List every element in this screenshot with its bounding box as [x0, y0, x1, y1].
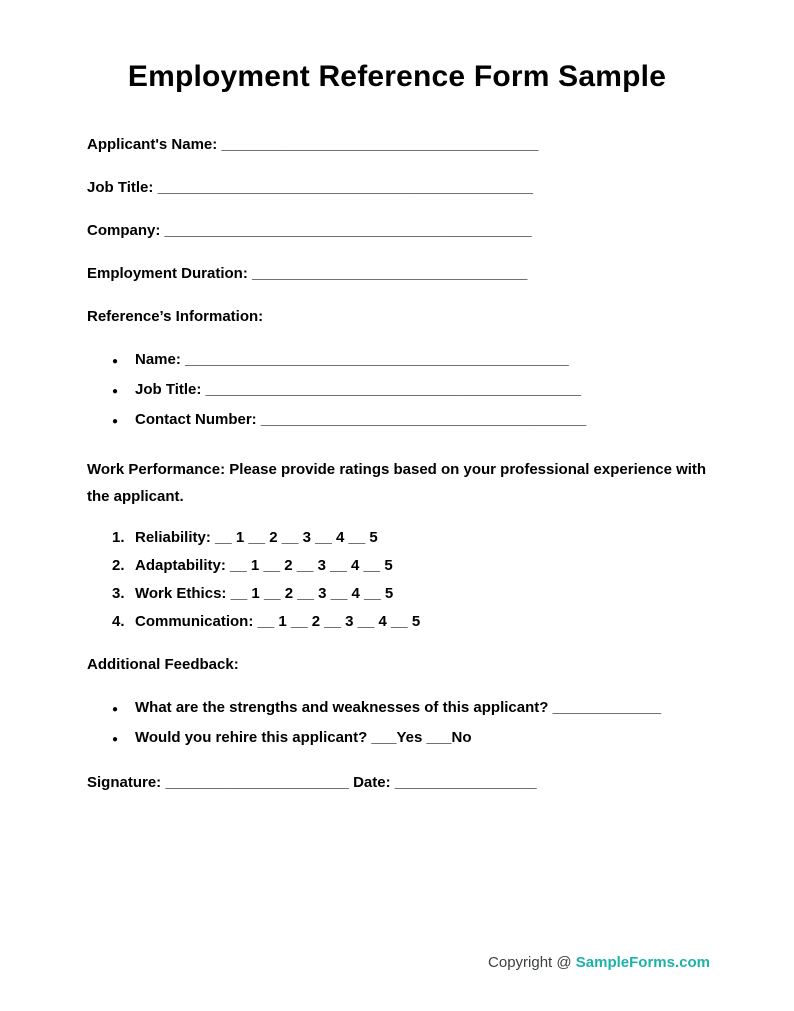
reliability-label: Reliability:: [135, 529, 211, 546]
job-title-blank-line: _____________________________________________: [157, 179, 533, 196]
signature-date-row: [87, 774, 707, 791]
communication-label: Communication:: [135, 613, 254, 630]
reference-contact-number-blank-line: _______________________________________: [260, 411, 587, 428]
rating-item-reliability: [112, 529, 707, 546]
field-job-title: [87, 179, 707, 196]
list-item-strengths-weaknesses: [112, 699, 707, 718]
date-label: Date:: [353, 774, 391, 791]
reference-job-title-label: Job Title:: [135, 381, 202, 398]
copyright-text: Copyright @: [488, 954, 572, 971]
list-number: 2.: [112, 557, 125, 574]
strengths-weaknesses-label: What are the strengths and weaknesses of this applicant?: [135, 699, 549, 716]
list-item-reference-contact-number: [112, 411, 707, 430]
bullet-icon: ●: [112, 416, 119, 427]
additional-feedback-heading: Additional Feedback:: [87, 656, 239, 673]
reference-name-label: Name:: [135, 351, 181, 368]
page-title: Employment Reference Form Sample: [127, 60, 667, 93]
field-company: [87, 222, 707, 239]
applicant-name-blank-line: ______________________________________: [221, 136, 539, 153]
job-title-label: Job Title:: [87, 179, 154, 196]
company-blank-line: ____________________________________________: [164, 222, 532, 239]
reference-info-heading: Reference’s Information:: [87, 308, 264, 325]
work-ethics-label: Work Ethics:: [135, 585, 227, 602]
rating-item-adaptability: [112, 557, 707, 574]
bullet-icon: ●: [112, 704, 119, 715]
reference-job-title-blank-line: _____________________________________________: [205, 381, 581, 398]
company-label: Company:: [87, 222, 161, 239]
communication-rating-scale: __ 1 __ 2 __ 3 __ 4 __ 5: [257, 613, 421, 630]
work-ethics-rating-scale: __ 1 __ 2 __ 3 __ 4 __ 5: [230, 585, 394, 602]
signature-blank-line: ______________________: [165, 774, 349, 791]
list-number: 4.: [112, 613, 125, 630]
work-performance-list: [87, 529, 707, 630]
work-performance-heading: Work Performance: Please provide ratings based on your professional experience with the applicant.: [87, 461, 707, 505]
rehire-yes-no-blanks: ___Yes ___No: [371, 729, 472, 746]
applicant-name-label: Applicant's Name:: [87, 136, 218, 153]
rating-item-work-ethics: [112, 585, 707, 602]
additional-feedback-list: [87, 699, 707, 748]
list-number: 3.: [112, 585, 125, 602]
bullet-icon: ●: [112, 734, 119, 745]
adaptability-label: Adaptability:: [135, 557, 226, 574]
footer: [488, 954, 710, 971]
reliability-rating-scale: __ 1 __ 2 __ 3 __ 4 __ 5: [215, 529, 378, 546]
date-blank-line: _________________: [394, 774, 537, 791]
reference-name-blank-line: ______________________________________________: [185, 351, 569, 368]
employment-duration-label: Employment Duration:: [87, 265, 248, 282]
list-number: 1.: [112, 529, 125, 546]
signature-label: Signature:: [87, 774, 162, 791]
strengths-weaknesses-blank-line: _____________: [552, 699, 662, 716]
bullet-icon: ●: [112, 356, 119, 367]
bullet-icon: ●: [112, 386, 119, 397]
sampleforms-link[interactable]: SampleForms.com: [575, 954, 710, 971]
list-item-reference-name: [112, 351, 707, 370]
employment-duration-blank-line: _________________________________: [252, 265, 528, 282]
rehire-question-label: Would you rehire this applicant?: [135, 729, 368, 746]
list-item-rehire-question: [112, 729, 707, 748]
rating-item-communication: [112, 613, 707, 630]
adaptability-rating-scale: __ 1 __ 2 __ 3 __ 4 __ 5: [230, 557, 393, 574]
reference-contact-number-label: Contact Number:: [135, 411, 257, 428]
list-item-reference-job-title: [112, 381, 707, 400]
field-applicant-name: [87, 136, 707, 153]
field-employment-duration: [87, 265, 707, 282]
reference-info-list: [87, 351, 707, 430]
